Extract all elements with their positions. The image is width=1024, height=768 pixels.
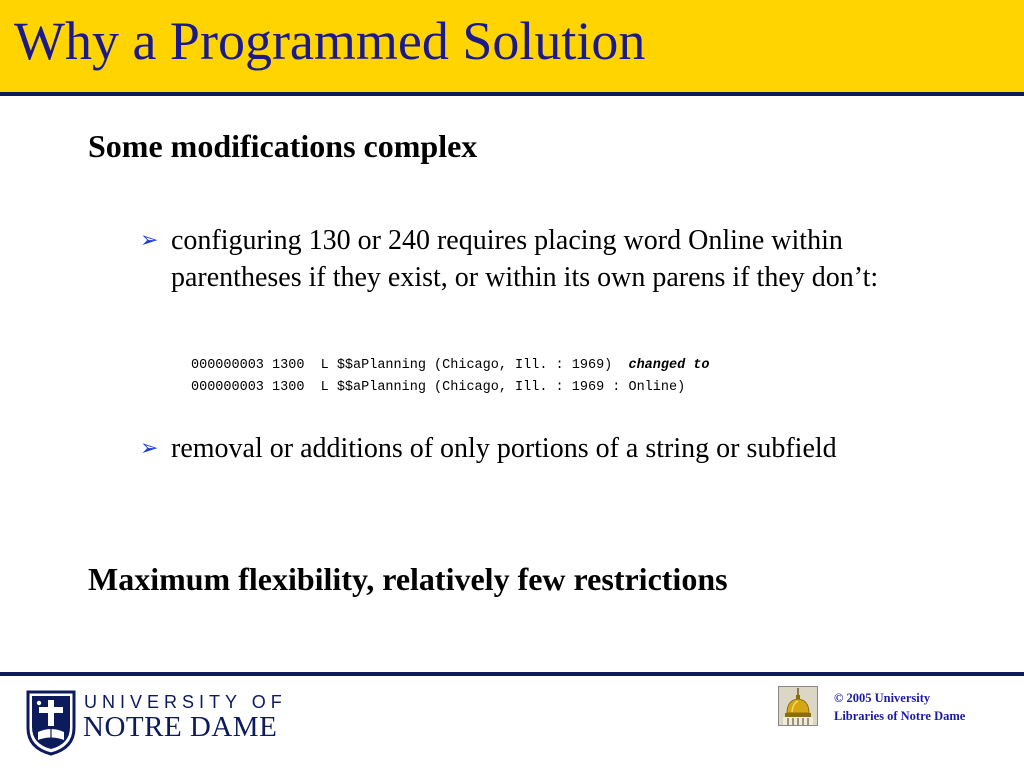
- heading-modifications: Some modifications complex: [88, 128, 478, 164]
- title-bar: [0, 0, 1024, 92]
- notre-dame-crest-icon: [26, 690, 76, 756]
- code-emphasis: changed to: [628, 358, 710, 373]
- copyright-line-2: Libraries of Notre Dame: [834, 709, 966, 723]
- notre-dame-logo: [26, 690, 316, 760]
- code-line-2: 000000003 1300 L $$aPlanning (Chicago, Ill. : 1969 : Online): [191, 380, 686, 395]
- golden-dome-icon: [778, 686, 818, 726]
- bullet-item-configuring: [140, 222, 910, 296]
- footer-divider: [0, 672, 1024, 676]
- copyright-line-1: © 2005 University: [834, 691, 931, 705]
- title-divider: [0, 92, 1024, 96]
- code-example: [191, 355, 710, 399]
- bullet-text: configuring 130 or 240 requires placing word Online within parentheses if they exist, or within its own parens if they don’t:: [171, 225, 879, 293]
- arrow-bullet-icon: ➢: [140, 436, 159, 461]
- heading-flexibility: Maximum flexibility, relatively few restrictions: [88, 561, 728, 597]
- code-line-1: 000000003 1300 L $$aPlanning (Chicago, Ill. : 1969) changed to: [191, 358, 710, 373]
- bullet-item-removal: [140, 430, 910, 467]
- copyright-notice: [834, 689, 965, 725]
- arrow-bullet-icon: ➢: [140, 228, 159, 253]
- bullet-text: removal or additions of only portions of a string or subfield: [171, 433, 837, 464]
- slide-title: Why a Programmed Solution: [14, 11, 646, 71]
- logo-university-of: UNIVERSITY OF: [84, 692, 287, 712]
- logo-notre-dame: NOTRE DAME: [83, 711, 278, 743]
